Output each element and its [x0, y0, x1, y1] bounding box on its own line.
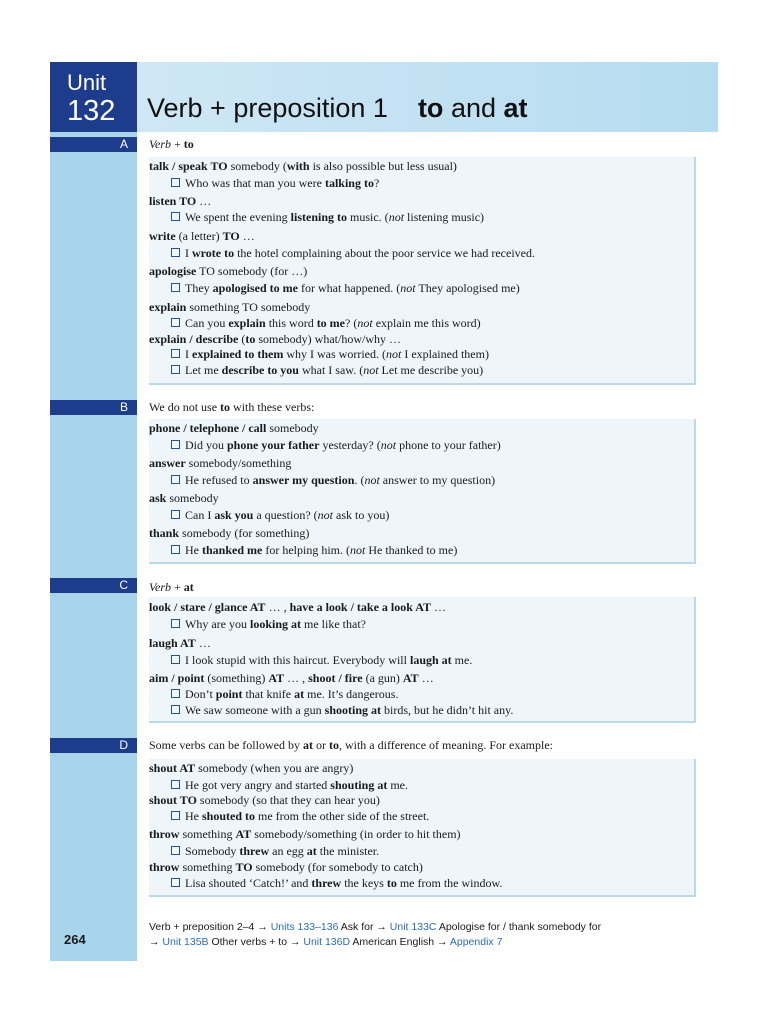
- section-a-example: I wrote to the hotel complaining about the poor service we had received.: [171, 246, 535, 261]
- square-bullet-icon: [171, 475, 180, 484]
- section-c-example: Why are you looking at me like that?: [171, 617, 366, 632]
- square-bullet-icon: [171, 811, 180, 820]
- section-a-example: Can you explain this word to me? (not explain me this word): [171, 316, 481, 331]
- section-c-example: Don’t point that knife at me. It’s dangerous.: [171, 687, 398, 702]
- square-bullet-icon: [171, 705, 180, 714]
- section-c-line: aim / point (something) AT … , shoot / fire (a gun) AT …: [149, 671, 434, 685]
- square-bullet-icon: [171, 440, 180, 449]
- section-c-line: look / stare / glance AT … , have a look / take a look AT …: [149, 600, 447, 614]
- section-b-example: He refused to answer my question. (not answer to my question): [171, 473, 495, 488]
- section-c-example: We saw someone with a gun shooting at birds, but he didn’t hit any.: [171, 703, 513, 718]
- section-b-box: [149, 419, 696, 564]
- section-d-line: shout TO somebody (so that they can hear you): [149, 793, 380, 807]
- section-tag-c: C: [50, 578, 137, 593]
- cross-reference-link[interactable]: Unit 135B: [162, 936, 209, 948]
- square-bullet-icon: [171, 780, 180, 789]
- section-c-line: laugh AT …: [149, 636, 211, 650]
- section-c-example: I look stupid with this haircut. Everybody will laugh at me.: [171, 653, 472, 668]
- section-a-line: talk / speak TO somebody (with is also possible but less usual): [149, 159, 457, 173]
- section-d-example: Somebody threw an egg at the minister.: [171, 844, 379, 859]
- square-bullet-icon: [171, 349, 180, 358]
- title-at: at: [503, 93, 528, 123]
- unit-label: Unit: [67, 70, 107, 95]
- title-main: Verb + preposition 1: [147, 93, 388, 123]
- section-d-example: He got very angry and started shouting at me.: [171, 778, 408, 793]
- page-number: 264: [64, 932, 86, 947]
- square-bullet-icon: [171, 619, 180, 628]
- cross-reference-link[interactable]: Unit 136D: [303, 936, 351, 948]
- cross-reference-link[interactable]: Appendix 7: [449, 936, 503, 948]
- section-a-line: write (a letter) TO …: [149, 229, 255, 243]
- section-c-box: [149, 597, 696, 723]
- square-bullet-icon: [171, 365, 180, 374]
- section-b-intro: We do not use to with these verbs:: [149, 400, 315, 414]
- cross-reference-footer: [149, 920, 601, 950]
- sidebar-band: [50, 62, 137, 961]
- section-a-example: Who was that man you were talking to?: [171, 176, 379, 191]
- section-a-example: Let me describe to you what I saw. (not Let me describe you): [171, 363, 483, 378]
- square-bullet-icon: [171, 248, 180, 257]
- section-a-example: We spent the evening listening to music. (not listening music): [171, 210, 484, 225]
- section-a-line: explain something TO somebody: [149, 300, 311, 314]
- section-tag-d: D: [50, 738, 137, 753]
- section-b-example: Did you phone your father yesterday? (not phone to your father): [171, 438, 501, 453]
- square-bullet-icon: [171, 178, 180, 187]
- footer-line-1: Verb + preposition 2–4 → Units 133–136 Ask for → Unit 133C Apologise for / thank somebody for: [149, 921, 602, 933]
- section-b-example: He thanked me for helping him. (not He thanked to me): [171, 543, 457, 558]
- section-a-line: explain / describe (to somebody) what/how/why …: [149, 332, 401, 346]
- square-bullet-icon: [171, 846, 180, 855]
- section-a-line: apologise TO somebody (for …): [149, 264, 308, 278]
- section-a-intro: Verb + to: [149, 137, 194, 151]
- footer-line-2: → Unit 135B Other verbs + to → Unit 136D American English → Appendix 7: [149, 936, 503, 948]
- unit-number: 132: [67, 95, 116, 127]
- section-d-box: [149, 759, 696, 897]
- section-tag-a: A: [50, 137, 137, 152]
- square-bullet-icon: [171, 878, 180, 887]
- cross-reference-link[interactable]: Units 133–136: [270, 921, 339, 933]
- square-bullet-icon: [171, 283, 180, 292]
- square-bullet-icon: [171, 212, 180, 221]
- section-a-box: [149, 157, 696, 385]
- section-b-line: ask somebody: [149, 491, 219, 505]
- section-c-intro: Verb + at: [149, 580, 194, 594]
- title-and: and: [450, 93, 496, 123]
- section-b-line: answer somebody/something: [149, 456, 292, 470]
- section-d-line: throw something TO somebody (for somebody to catch): [149, 860, 423, 874]
- square-bullet-icon: [171, 510, 180, 519]
- section-d-example: Lisa shouted ‘Catch!’ and threw the keys to me from the window.: [171, 876, 502, 891]
- section-d-intro: Some verbs can be followed by at or to, with a difference of meaning. For example:: [149, 738, 554, 752]
- cross-reference-link[interactable]: Unit 133C: [389, 921, 437, 933]
- square-bullet-icon: [171, 689, 180, 698]
- section-b-example: Can I ask you a question? (not ask to you): [171, 508, 389, 523]
- page-title: [147, 93, 528, 124]
- square-bullet-icon: [171, 545, 180, 554]
- section-b-line: thank somebody (for something): [149, 526, 310, 540]
- section-a-line: listen TO …: [149, 194, 212, 208]
- section-a-example: They apologised to me for what happened. (not They apologised me): [171, 281, 520, 296]
- section-d-example: He shouted to me from the other side of the street.: [171, 809, 429, 824]
- square-bullet-icon: [171, 318, 180, 327]
- section-tag-b: B: [50, 400, 137, 415]
- unit-badge: [50, 62, 137, 132]
- square-bullet-icon: [171, 655, 180, 664]
- section-b-line: phone / telephone / call somebody: [149, 421, 319, 435]
- section-d-line: shout AT somebody (when you are angry): [149, 761, 354, 775]
- section-a-example: I explained to them why I was worried. (not I explained them): [171, 347, 489, 362]
- section-d-line: throw something AT somebody/something (in order to hit them): [149, 827, 461, 841]
- title-to: to: [417, 93, 444, 123]
